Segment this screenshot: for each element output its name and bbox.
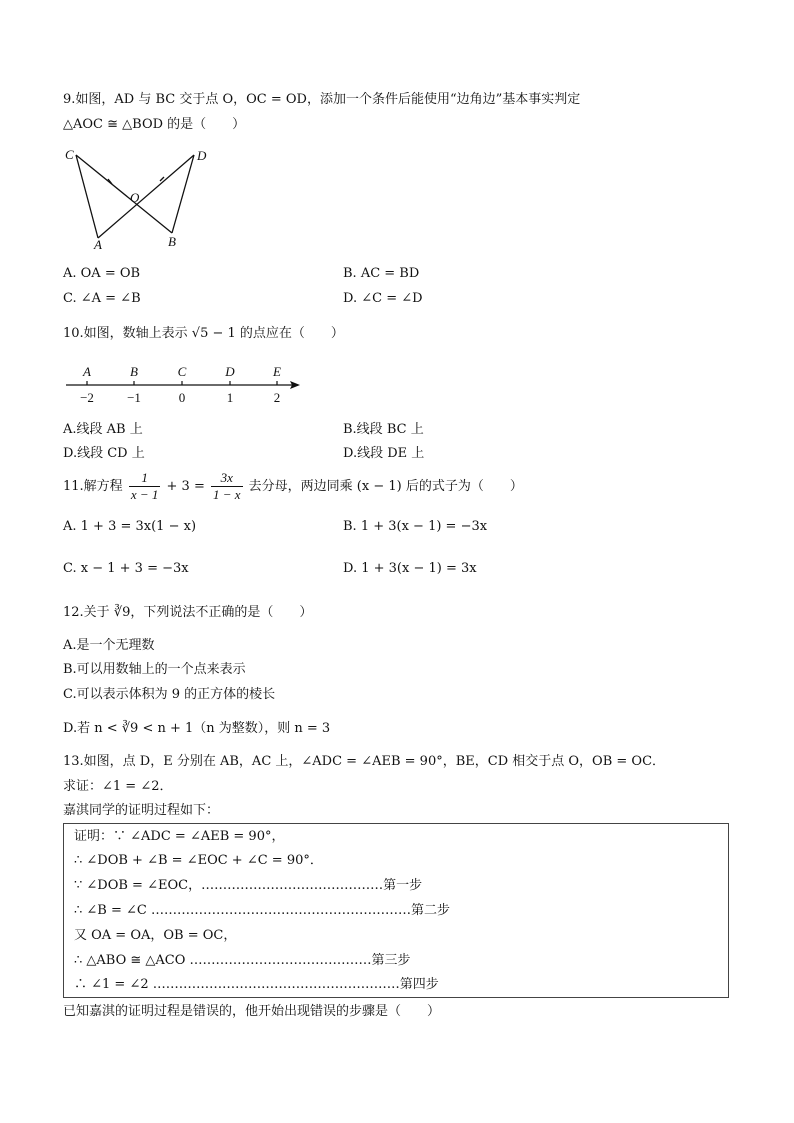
q13-final-question: 已知嘉淇的证明过程是错误的，他开始出现错误的步骤是（ ） bbox=[63, 1004, 441, 1019]
q12-option-a[interactable]: A.是一个无理数 bbox=[63, 638, 155, 653]
fig9-label-D: D bbox=[197, 148, 207, 163]
q12-option-c[interactable]: C.可以表示体积为 9 的正方体的棱长 bbox=[63, 687, 276, 702]
axis-tick-2: 2 bbox=[273, 390, 281, 405]
segment-CB-line bbox=[76, 155, 172, 233]
q11-plus-three: + 3 = bbox=[166, 479, 205, 494]
q10-option-a[interactable]: A.线段 AB 上 bbox=[63, 422, 143, 437]
q9-option-a[interactable]: A. OA = OB bbox=[63, 266, 141, 281]
proof-line-2: ∴ ∠DOB + ∠B = ∠EOC + ∠C = 90°． bbox=[74, 853, 323, 868]
q11-stem bbox=[63, 467, 523, 507]
axis-tick-neg1: −1 bbox=[127, 390, 141, 405]
q11-prefix: 11.解方程 bbox=[63, 479, 123, 494]
proof-line-5: 又 OA = OA，OB = OC， bbox=[74, 928, 237, 943]
fig9-label-B: B bbox=[168, 234, 176, 249]
proof-line-4: ∴ ∠B = ∠C ……………………………………………………第二步 bbox=[74, 903, 450, 918]
axis-tick-1: 1 bbox=[226, 390, 234, 405]
axis-point-A: A bbox=[83, 364, 91, 379]
segment-CA bbox=[76, 155, 98, 238]
q11-option-d[interactable]: D. 1 + 3(x − 1) = 3x bbox=[343, 561, 477, 576]
axis-point-C: C bbox=[177, 364, 187, 379]
q9-option-b[interactable]: B. AC = BD bbox=[343, 266, 420, 281]
q11-fraction-2: $\frac{3x}{1 - x}$ bbox=[212, 470, 241, 502]
segment-BD bbox=[172, 155, 194, 233]
q9-figure bbox=[60, 145, 220, 255]
q9-option-d[interactable]: D. ∠C = ∠D bbox=[343, 291, 423, 306]
fig9-label-A: A bbox=[94, 237, 102, 252]
proof-line-3: ∵ ∠DOB = ∠EOC，……………………………………第一步 bbox=[74, 878, 423, 893]
axis-tick-0: 0 bbox=[178, 390, 186, 405]
fig9-label-C: C bbox=[65, 147, 74, 162]
q10-stem: 10.如图，数轴上表示 √5 − 1 的点应在（ ） bbox=[63, 326, 344, 341]
q11-option-b[interactable]: B. 1 + 3(x − 1) = −3x bbox=[343, 519, 488, 534]
proof-line-7: ∴ ∠1 = ∠2 …………………………………………………第四步 bbox=[74, 977, 439, 992]
q11-fraction-1: $\frac{1}{x - 1}$ bbox=[130, 470, 159, 502]
proof-line-1: 证明：∵ ∠ADC = ∠AEB = 90°， bbox=[74, 829, 285, 844]
q11-option-c[interactable]: C. x − 1 + 3 = −3x bbox=[63, 561, 189, 576]
proof-line-6: ∴ △ABO ≅ △ACO ……………………………………第三步 bbox=[74, 953, 411, 968]
q9-option-c[interactable]: C. ∠A = ∠B bbox=[63, 291, 141, 306]
q13-stem-line1: 13.如图，点 D，E 分别在 AB，AC 上，∠ADC = ∠AEB = 90°，BE，CD 相交于点 O，OB = OC． bbox=[63, 754, 666, 769]
q9-stem-line1: 9.如图，AD 与 BC 交于点 O，OC = OD，添加一个条件后能使用“边角边”基本事实判定 bbox=[63, 92, 581, 107]
segment-AD bbox=[98, 155, 194, 238]
proof-box bbox=[63, 823, 729, 998]
q12-option-d[interactable]: D.若 n < ∛9 < n + 1（n 为整数），则 n = 3 bbox=[63, 721, 331, 736]
axis-point-E: E bbox=[273, 364, 281, 379]
axis-point-D: D bbox=[225, 364, 235, 379]
q10-option-d[interactable]: D.线段 DE 上 bbox=[343, 446, 425, 461]
tick-OD bbox=[160, 177, 164, 181]
q10-option-b[interactable]: B.线段 BC 上 bbox=[343, 422, 424, 437]
q13-stem-line3: 嘉淇同学的证明过程如下： bbox=[63, 803, 220, 818]
q10-option-c[interactable]: D.线段 CD 上 bbox=[63, 446, 145, 461]
number-line bbox=[62, 360, 307, 410]
q11-option-a[interactable]: A. 1 + 3 = 3x(1 − x) bbox=[63, 519, 197, 534]
q9-stem-line2: △AOC ≅ △BOD 的是（ ） bbox=[63, 117, 246, 132]
q13-stem-line2: 求证：∠1 = ∠2． bbox=[63, 779, 173, 794]
fig9-label-O: O bbox=[130, 190, 140, 205]
q11-suffix: 去分母，两边同乘 (x − 1) 后的式子为（ ） bbox=[248, 479, 523, 494]
q12-option-b[interactable]: B.可以用数轴上的一个点来表示 bbox=[63, 662, 246, 677]
q12-stem: 12.关于 ∛9，下列说法不正确的是（ ） bbox=[63, 605, 313, 620]
axis-tick-neg2: −2 bbox=[80, 390, 94, 405]
axis-point-B: B bbox=[130, 364, 138, 379]
